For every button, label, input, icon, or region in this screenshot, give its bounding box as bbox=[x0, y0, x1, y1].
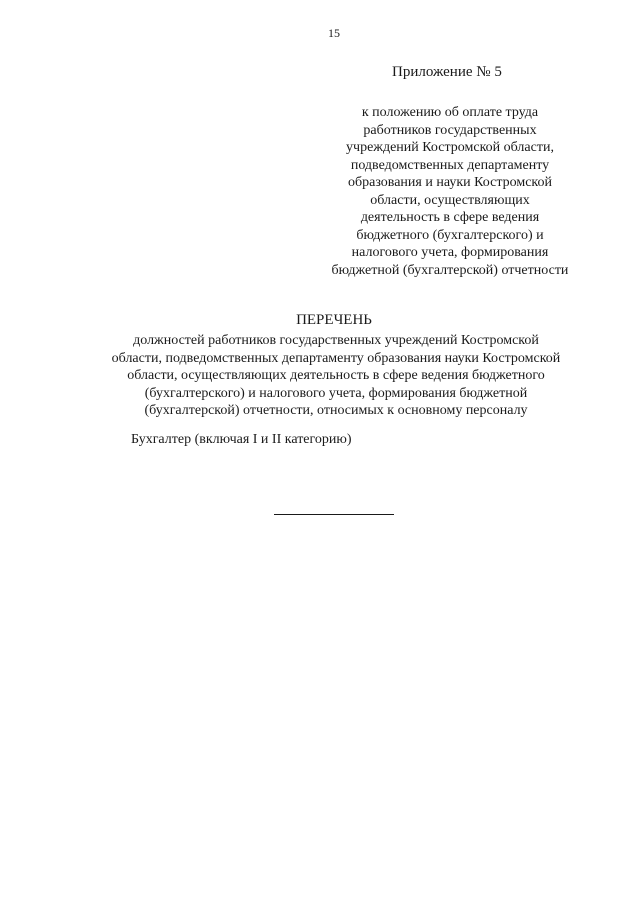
document-heading: ПЕРЕЧЕНЬ bbox=[296, 312, 372, 328]
appendix-subtitle-line: к положению об оплате труда bbox=[361, 105, 539, 120]
document-intro-line: (бухгалтерской) отчетности, относимых к основному персоналу bbox=[144, 403, 528, 419]
appendix-subtitle-line: деятельность в сфере ведения bbox=[360, 210, 540, 225]
appendix-subtitle-line: бюджетной (бухгалтерской) отчетности bbox=[331, 262, 569, 278]
page-number: 15 bbox=[328, 26, 340, 40]
document-intro-line: (бухгалтерского) и налогового учета, формирования бюджетной bbox=[144, 385, 528, 401]
appendix-subtitle-line: образования и науки Костромской bbox=[347, 175, 552, 190]
appendix-subtitle-line: подведомственных департаменту bbox=[350, 157, 550, 173]
appendix-subtitle bbox=[310, 104, 590, 279]
appendix-title: Приложение № 5 bbox=[392, 64, 502, 80]
appendix-subtitle-line: налогового учета, формирования bbox=[351, 245, 549, 260]
appendix-subtitle-line: бюджетного (бухгалтерского) и bbox=[356, 227, 544, 243]
appendix-subtitle-line: учреждений Костромской области, bbox=[346, 140, 554, 155]
position-item: Бухгалтер (включая I и II категорию) bbox=[131, 432, 352, 447]
document-intro-line: области, подведомственных департаменту образования науки Костромской bbox=[111, 350, 561, 366]
end-divider bbox=[274, 514, 394, 515]
document-intro bbox=[96, 332, 576, 420]
document-intro-line: должностей работников государственных учреждений Костромской bbox=[133, 333, 539, 348]
appendix-subtitle-line: области, осуществляющих bbox=[370, 192, 530, 208]
document-intro-line: области, осуществляющих деятельность в сфере ведения бюджетного bbox=[127, 368, 545, 384]
appendix-subtitle-line: работников государственных bbox=[363, 122, 537, 138]
